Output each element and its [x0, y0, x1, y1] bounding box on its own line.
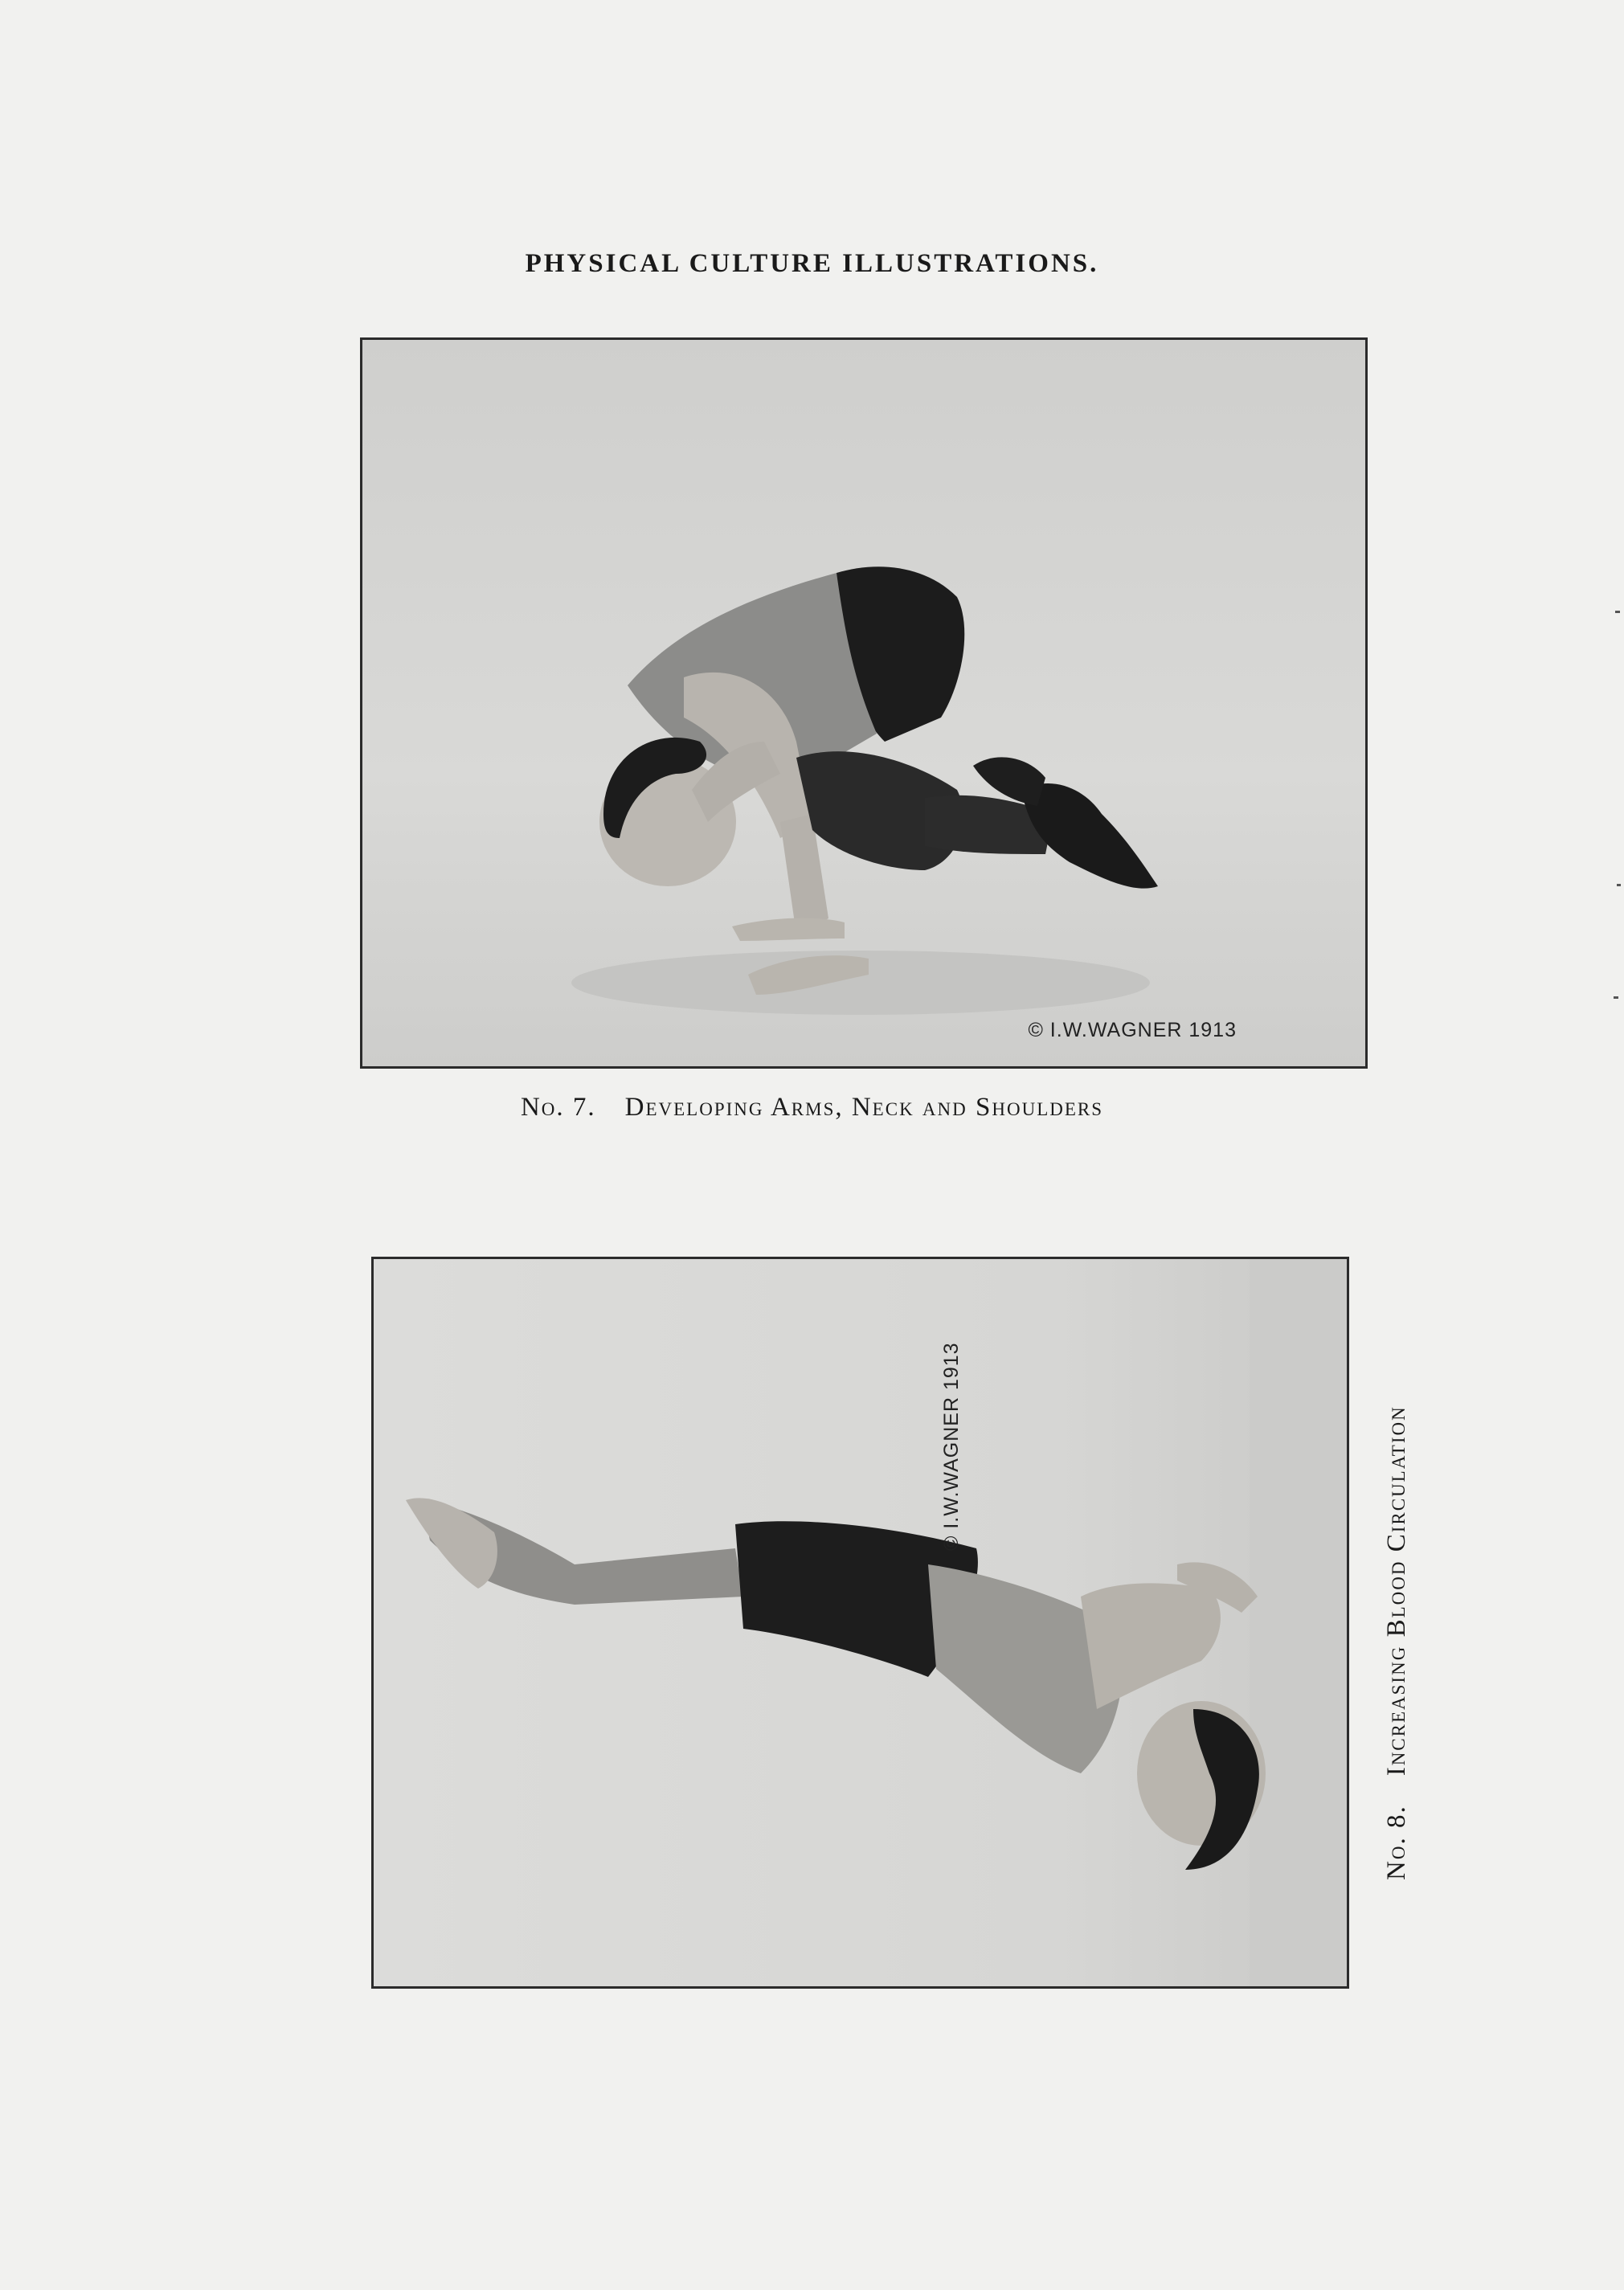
- caption-number: No. 8.: [1382, 1805, 1411, 1880]
- photo-shoulder-stand: [374, 1259, 1347, 1986]
- page-header: PHYSICAL CULTURE ILLUSTRATIONS.: [525, 249, 1099, 278]
- page-edge-mark: [1615, 611, 1620, 613]
- photo-crow-pose: [362, 340, 1365, 1066]
- copyright-notice: © I.W.WAGNER 1913: [1028, 1019, 1237, 1041]
- page-edge-mark: [1617, 884, 1621, 886]
- page-edge-mark: [1614, 996, 1618, 999]
- caption-plate-8: [1382, 1405, 1412, 1880]
- caption-title: Developing Arms, Neck and Shoulders: [624, 1093, 1104, 1122]
- caption-plate-7: [0, 1093, 1624, 1123]
- photo-plate-8: [371, 1257, 1349, 1989]
- caption-number: No. 7.: [520, 1093, 596, 1122]
- copyright-notice: © I.W.WAGNER 1913: [940, 1342, 963, 1551]
- caption-title: Increasing Blood Circulation: [1382, 1405, 1411, 1777]
- photo-plate-7: [360, 337, 1368, 1069]
